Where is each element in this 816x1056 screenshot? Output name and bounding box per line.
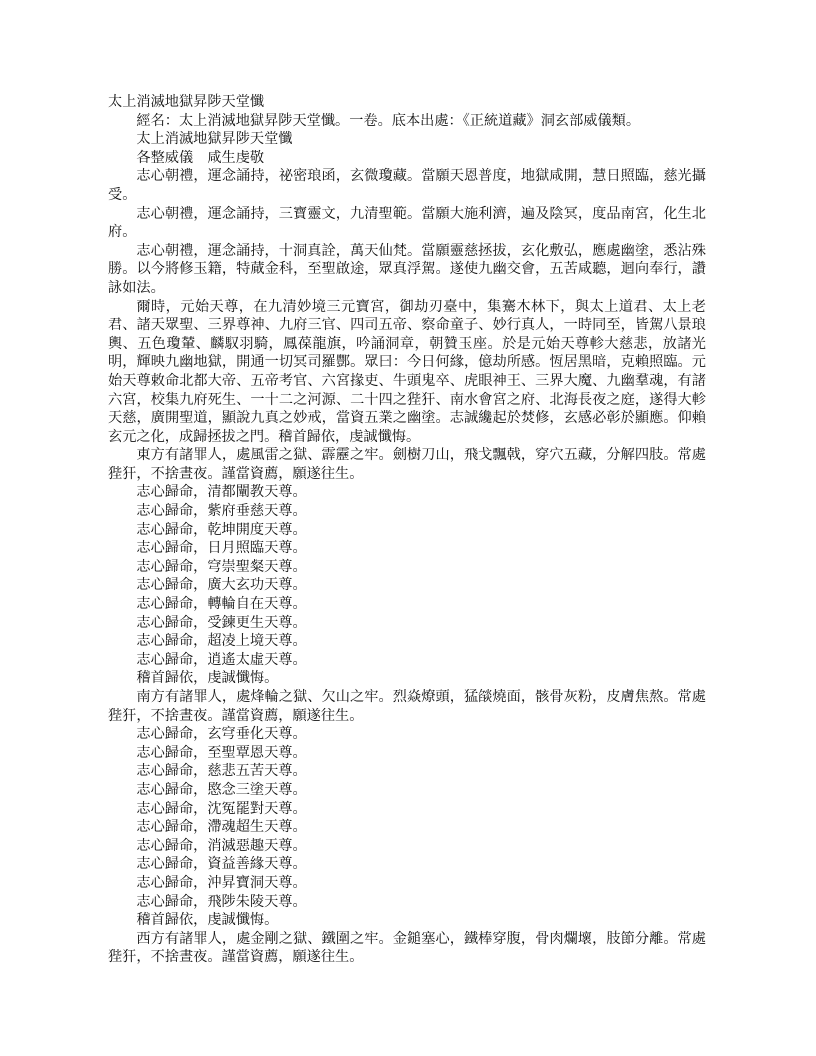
south-direction-paragraph: 南方有諸罪人，處烽輪之獄、欠山之牢。烈焱燎頭，猛燄燒面，骸骨灰粉，皮膚焦熬。常處狴犴，不捨晝夜。謹當資薦，願遂往生。 bbox=[108, 689, 706, 724]
refuge-line: 志心歸命，慈悲五苦天尊。 bbox=[136, 763, 307, 780]
document-title: 太上消滅地獄昇陟天堂懺 bbox=[108, 94, 265, 110]
refuge-line: 志心歸命，沖昇寶洞天尊。 bbox=[136, 874, 307, 891]
refuge-line: 志心歸命，乾坤開度天尊。 bbox=[136, 521, 307, 538]
refuge-line: 志心歸命，愍念三塗天尊。 bbox=[136, 781, 307, 798]
refuge-line: 志心歸命，廣大玄功天尊。 bbox=[136, 577, 307, 594]
scripture-heading: 太上消滅地獄昇陟天堂懺 bbox=[136, 131, 293, 148]
refuge-line: 志心歸命，受鍊更生天尊。 bbox=[136, 614, 307, 631]
invocation-paragraph: 志心朝禮，運念誦持，三寶靈文，九清聖範。當願大施利濟，遍及陰冥，度品南宮，化生北府。 bbox=[108, 205, 706, 241]
document-page bbox=[108, 93, 706, 967]
invocation-paragraph: 志心朝禮，運念誦持，十洞真詮，萬天仙梵。當願靈慈拯拔，玄化敷弘，應處幽塗，悉沾殊勝。以今將修玉籍，特蕆金科，至聖啟途，眾真浮駕。遂使九幽交會，五苦咸聽，迴向奉行，讚詠如法。 bbox=[108, 242, 706, 296]
refuge-line: 志心歸命，超凌上境天尊。 bbox=[136, 633, 307, 650]
refuge-line: 志心歸命，紫府垂慈天尊。 bbox=[136, 503, 307, 520]
refuge-line: 志心歸命，玄穹垂化天尊。 bbox=[136, 726, 307, 743]
refuge-line: 志心歸命，至聖覃恩天尊。 bbox=[136, 744, 307, 761]
refuge-line: 志心歸命，穹崇聖粲天尊。 bbox=[136, 558, 307, 575]
closing-line: 稽首歸依，虔誠懺悔。 bbox=[136, 670, 279, 687]
ritual-instruction: 各整威儀 咸生虔敬 bbox=[136, 149, 265, 166]
invocation-paragraph: 志心朝禮，運念誦持，祕密琅函，玄微瓊藏。當願天恩普度，地獄咸開，慧日照臨，慈光攝受。 bbox=[108, 168, 706, 203]
refuge-line: 志心歸命，資益善緣天尊。 bbox=[136, 856, 307, 873]
refuge-line: 志心歸命，日月照臨天尊。 bbox=[136, 540, 307, 557]
refuge-line: 志心歸命，轉輪自在天尊。 bbox=[136, 596, 307, 613]
east-direction-paragraph: 東方有諸罪人，處風雷之獄、霹靂之牢。劍樹刀山，飛戈飄戟，穿穴五藏，分解四肢。常處狴犴，不捨晝夜。謹當資薦，願遂往生。 bbox=[108, 447, 706, 482]
refuge-line: 志心歸命，沈冤罷對天尊。 bbox=[136, 800, 307, 817]
refuge-line: 志心歸命，消滅惡趣天尊。 bbox=[136, 837, 307, 854]
refuge-line: 志心歸命，清都闡教天尊。 bbox=[136, 484, 307, 501]
scripture-info: 經名：太上消滅地獄昇陟天堂懺。一卷。底本出處：《正統道藏》洞玄部威儀類。 bbox=[136, 112, 641, 129]
refuge-line: 志心歸命，滯魂超生天尊。 bbox=[136, 819, 307, 836]
west-direction-paragraph: 西方有諸罪人，處金剛之獄、鐵圍之牢。金鎚塞心，鐵棒穿腹，骨肉爛壞，肢節分離。常處狴犴，不捨晝夜。謹當資薦，願遂往生。 bbox=[108, 930, 706, 966]
refuge-line: 志心歸命，飛陟朱陵天尊。 bbox=[136, 893, 307, 910]
refuge-line: 志心歸命，逍遙太虛天尊。 bbox=[136, 651, 307, 668]
narrative-paragraph: 爾時，元始天尊，在九清妙境三元寶宮，御劫刃臺中，集騫木林下，與太上道君、太上老君、諸天眾聖、三界尊神、九府三官、四司五帝、察命童子、妙行真人，一時同至，皆駕八景琅輿、五色瓊輦、麟馭羽騎，鳳葆龍旗，吟誦洞章，朝贊玉座。於是元始天尊軫大慈悲，放諸光明，輝映九幽地獄，開通一切冥司羅酆。眾曰：今日何緣，億劫所感。恆居黑暗，克賴照臨。元始天尊敕命北都大帝、五帝考官、六宮掾吏、牛頭鬼卒、虎眼神王、三界大魔、九幽羣魂，有諸六宮，校集九府死生、一十二之河源、二十四之狴犴、南水會宮之府、北海長夜之庭，遂得大軫天慈，廣開聖道，顯說九真之妙戒，當資五業之幽塗。志誠纔起於焚修，玄感必彰於顯應。仰賴玄元之化，成歸拯拔之門。稽首歸依，虔誠懺悔。 bbox=[108, 298, 706, 445]
closing-line: 稽首歸依，虔誠懺悔。 bbox=[136, 912, 279, 929]
